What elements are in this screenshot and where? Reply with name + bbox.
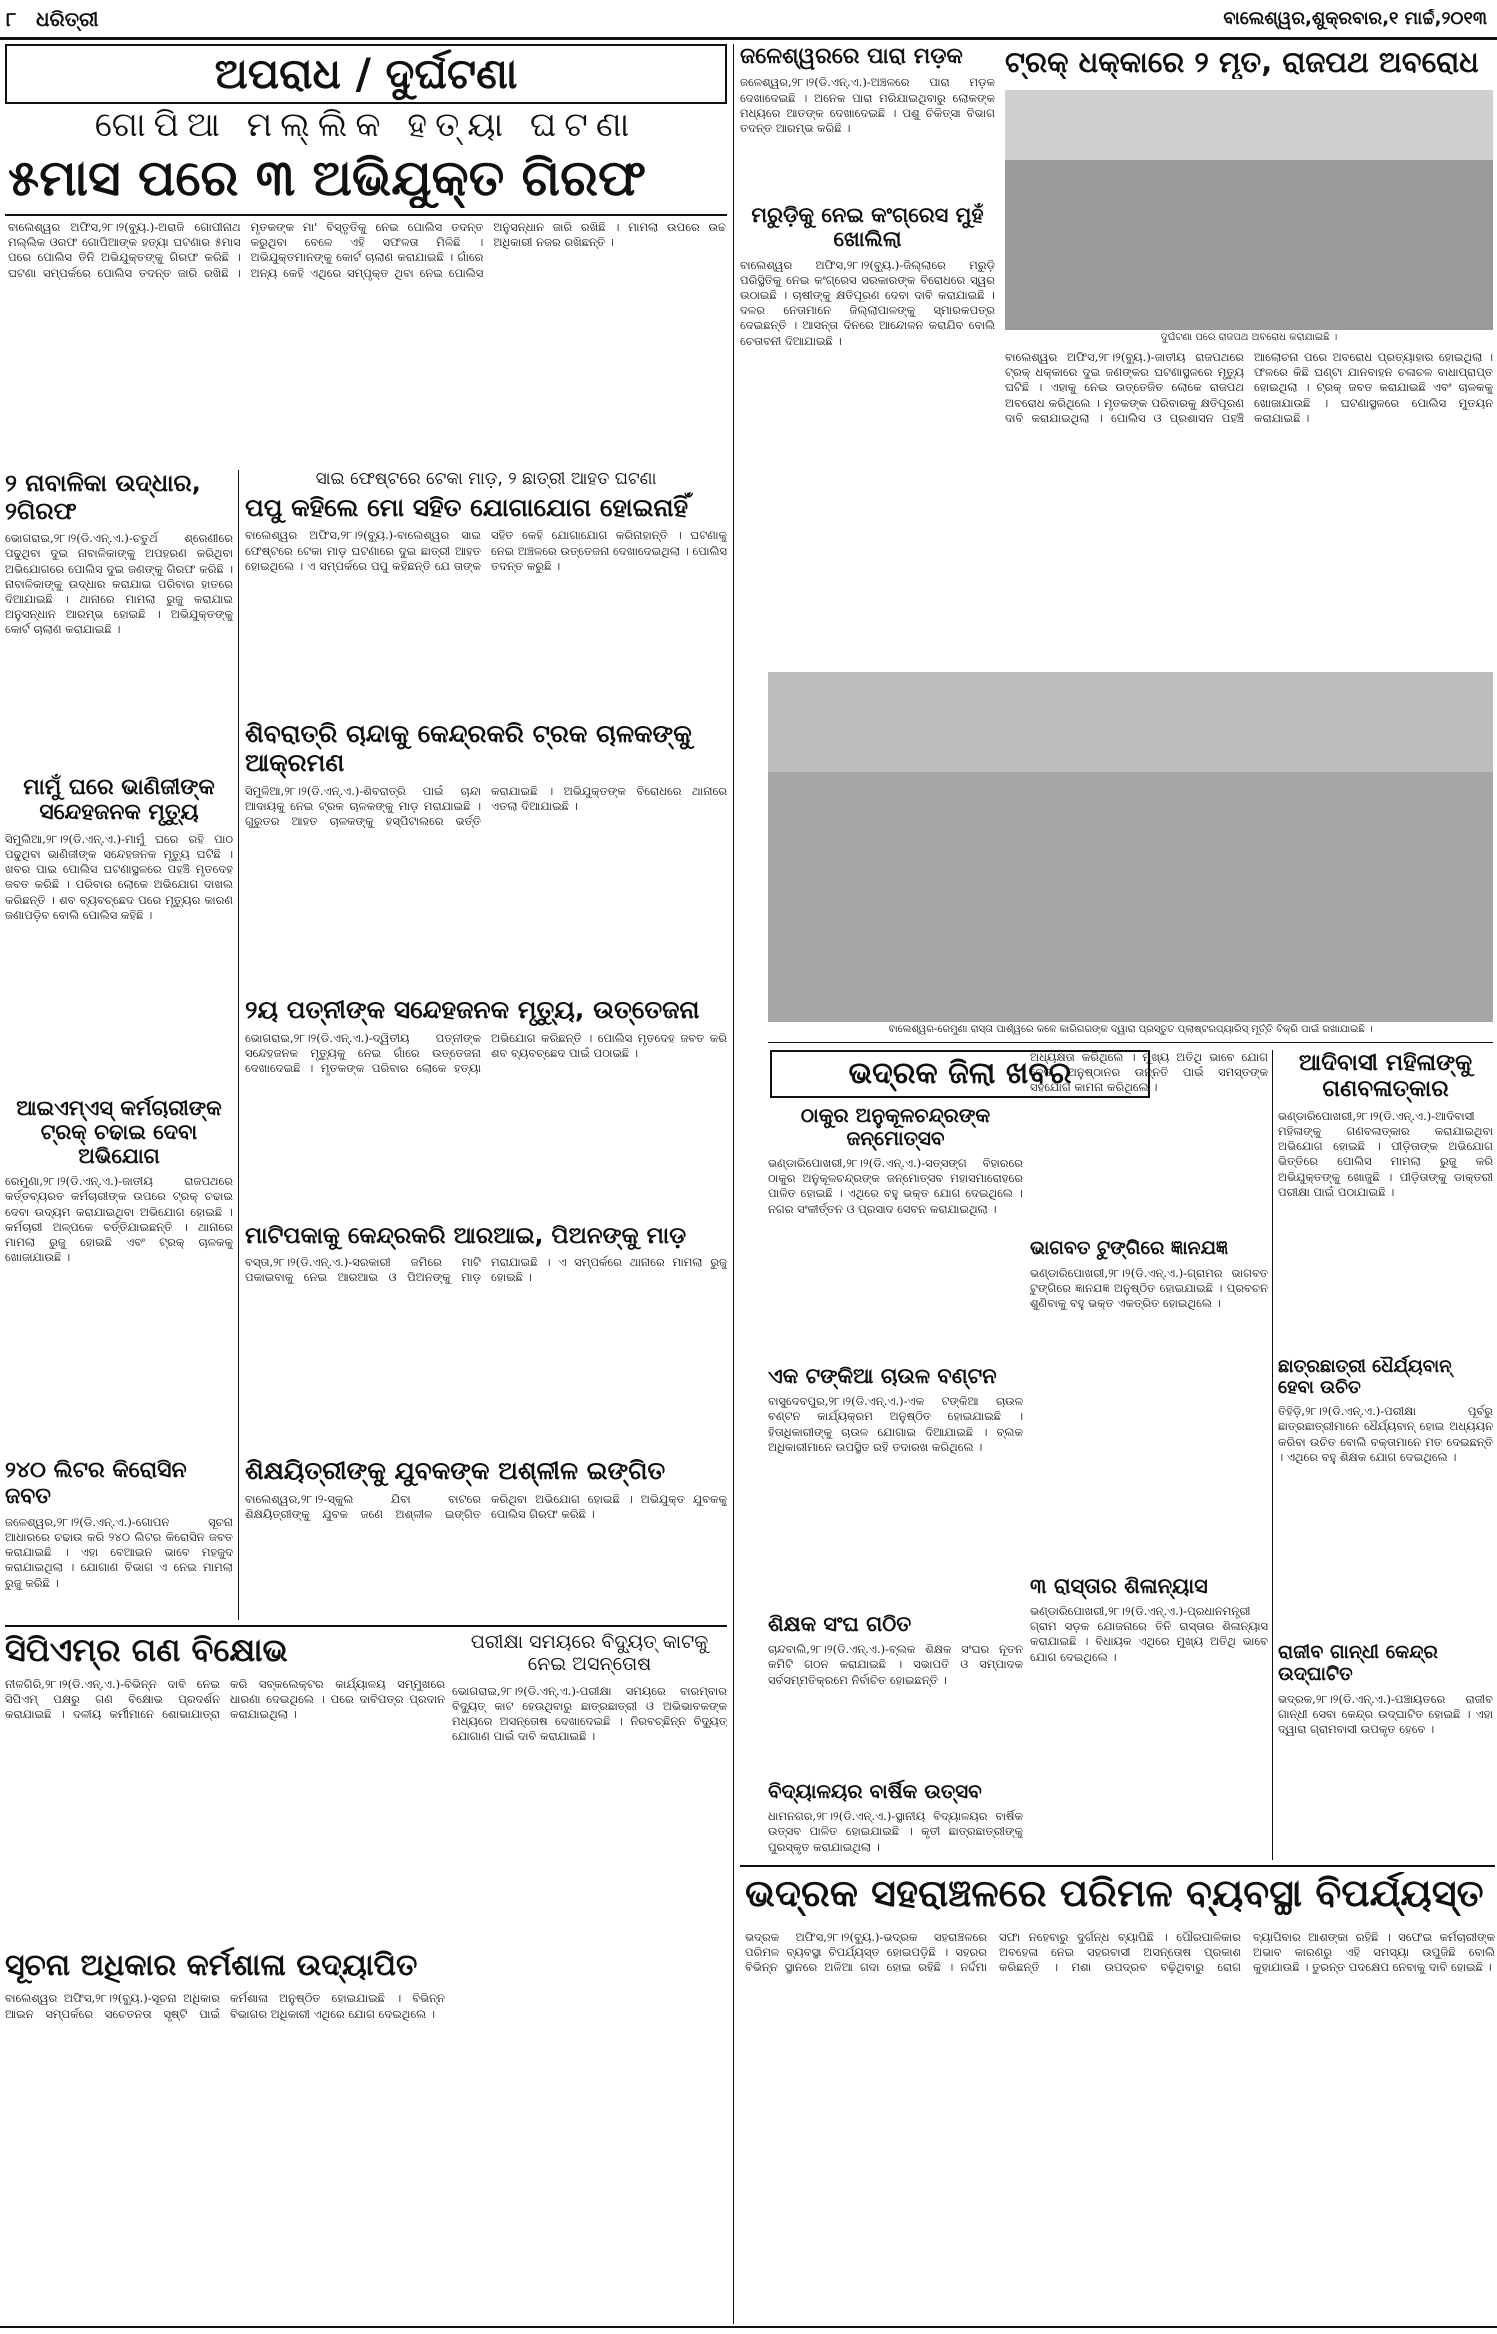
statues-photo-caption: ବାଲେଶ୍ୱର-ରେମୁଣା ରାସ୍ତା ପାର୍ଶ୍ୱରେ କଳେ କାରିଗରଙ୍କ ଦ୍ୱାରା ପ୍ରସ୍ତୁତ ପ୍ଲାଷ୍ଟରପ୍ୟାରିସ୍ ମୂର୍ତ୍ତି ବିକ୍ରି ପାଇଁ ରଖାଯାଇଛି । <box>888 1024 1373 1035</box>
bhadrak-bottom-body: ଭଦ୍ରକ ଅଫିସ,୨୮।୨(ବ୍ୟୁ.)-ଭଦ୍ରକ ସହରାଞ୍ଚଳରେ ପରିମଳ ବ୍ୟବସ୍ଥା ବିପର୍ଯ୍ୟସ୍ତ ହୋଇପଡ଼ିଛି । ସହରର ବିଭିନ୍ନ ସ୍ଥାନରେ ଅଳିଆ ଗଦା ହୋଇ ରହିଛି । ନର୍ଦ୍ଦମା ସଫା ନହେବାରୁ ଦୁର୍ଗନ୍ଧ ବ୍ୟାପିଛି । ପୌରପାଳିକାର ଅବହେଳା ନେଇ ସହରବାସୀ ଅସନ୍ତୋଷ ପ୍ରକାଶ କରିଛନ୍ତି । ମଶା ଉପଦ୍ରବ ବଢ଼ିଥିବାରୁ ରୋଗ ବ୍ୟାପିବାର ଆଶଙ୍କା ରହିଛି । ସଫେଇ କର୍ମଚାରୀଙ୍କ ଅଭାବ କାରଣରୁ ଏହି ସମସ୍ୟା ଉପୁଜିଛି ବୋଲି କୁହାଯାଉଛି । ତୁରନ୍ତ ପଦକ୍ଷେପ ନେବାକୁ ଦାବି ହୋଇଛି । <box>745 1930 1495 1975</box>
story-headline: ଛାତ୍ରଛାତ୍ରୀ ଧୈର୍ଯ୍ୟବାନ୍ ହେବା ଉଚିତ <box>1278 1355 1452 1398</box>
bhadrak-section-title: ଭଦ୍ରକ ଜିଲା ଖବର <box>848 1056 1072 1091</box>
lead-headline: ଟ୍ରକ୍ ଧକ୍କାରେ ୨ ମୃତ, ରାଜପଥ ଅବରୋଧ <box>1005 46 1479 79</box>
left-bottom <box>5 1632 445 2322</box>
story-body: ଭଣ୍ଡାରିପୋଖରୀ,୨୮।୨(ଡି.ଏନ୍.ଏ.)-ଗ୍ରାମର ଭାଗବତ ଟୁଙ୍ଗିରେ ଜ୍ଞାନଯଜ୍ଞ ଅନୁଷ୍ଠିତ ହୋଇଯାଇଛି । ପ୍ରବଚନ ଶୁଣିବାକୁ ବହୁ ଭକ୍ତ ଏକତ୍ରିତ ହୋଇଥିଲେ । <box>1030 1265 1268 1311</box>
story-body: ଭୋଗରାଇ,୨୮।୨(ଡି.ଏନ୍.ଏ.)-ପରୀକ୍ଷା ସମୟରେ ବାରମ୍ବାର ବିଦ୍ୟୁତ୍ କାଟ ହେଉଥିବାରୁ ଛାତ୍ରଛାତ୍ରୀ ଓ ଅଭିଭାବକଙ୍କ ମଧ୍ୟରେ ଅସନ୍ତୋଷ ଦେଖାଦେଇଛି । ନିରବଚ୍ଛିନ୍ନ ବିଦ୍ୟୁତ୍ ଯୋଗାଣ ପାଇଁ ଦାବି କରାଯାଇଛି । <box>452 1683 727 1744</box>
col1-stack <box>5 470 233 1620</box>
lead-photo-caption: ଦୁର୍ଘଟଣା ପରେ ରାଜପଥ ଅବରୋଧ କରାଯାଇଛି । <box>1160 332 1338 343</box>
story-headline: ରାଜୀବ ଗାନ୍ଧୀ କେନ୍ଦ୍ର ଉଦ୍‌ଘାଟିତ <box>1278 1641 1438 1686</box>
story-headline: ଆଦିବାସୀ ମହିଳାଙ୍କୁ ଗଣବଳାତ୍କାର <box>1298 1050 1473 1103</box>
story-headline: ପରୀକ୍ଷା ସମୟରେ ବିଦ୍ୟୁତ୍ କାଟକୁ ନେଇ ଅସନ୍ତୋଷ <box>470 1632 709 1675</box>
story-headline: ଭାଗବତ ଟୁଙ୍ଗିରେ ଜ୍ଞାନଯଜ୍ଞ <box>1030 1237 1229 1259</box>
story-headline: ସୂଚନା ଅଧିକାର କର୍ମଶାଳା ଉଦ୍ୟାପିତ <box>5 1947 418 1983</box>
col3-top <box>740 44 995 464</box>
crime-section-title: ଅପରାଧ / ଦୁର୍ଘଟଣା <box>214 49 518 98</box>
story-headline: ବିଦ୍ୟାଳୟର ବାର୍ଷିକ ଉତ୍ସବ <box>768 1779 982 1804</box>
page-number: ୮ <box>6 8 17 31</box>
story <box>245 1223 727 1445</box>
story-body: ବସ୍ତା,୨୮।୨(ଡି.ଏନ୍.ଏ.)-ସରକାରୀ ଜମିରେ ମାଟି ପକାଇବାକୁ ନେଇ ଆରଆଇ ଓ ପିଅନଙ୍କୁ ମାଡ଼ ମରାଯାଇଛି । ଏ ସମ୍ପର୍କରେ ଥାନାରେ ମାମଲା ରୁଜୁ ହୋଇଛି । <box>245 1254 727 1285</box>
story-body: ସିମୁଲିଆ,୨୮।୨(ଡି.ଏନ୍.ଏ.)-ମାମୁଁ ଘରେ ରହି ପାଠ ପଢୁଥିବା ଭାଣିଜୀଙ୍କ ସନ୍ଦେହଜନକ ମୃତ୍ୟୁ ଘଟିଛି । ଖବର ପାଇ ପୋଲିସ ଘଟଣାସ୍ଥଳରେ ପହଞ୍ଚି ମୃତଦେହ ଜବତ କରିଛି । ପରିବାର ଲୋକେ ଅଭିଯୋଗ ଦାଖଲ କରିଛନ୍ତି । ଶବ ବ୍ୟବଚ୍ଛେଦ ପରେ ମୃତ୍ୟୁର କାରଣ ଜଣାପଡ଼ିବ ବୋଲି ପୋଲିସ କହିଛି । <box>5 831 233 922</box>
story-headline: ସିପିଏମ୍‌ର ଗଣ ବିକ୍ଷୋଭ <box>5 1632 288 1669</box>
story-body: ଭଦ୍ରକ,୨୮।୨(ଡି.ଏନ୍.ଏ.)-ପଞ୍ଚାୟତରେ ରାଜୀବ ଗାନ୍ଧୀ ସେବା କେନ୍ଦ୍ର ଉଦ୍‌ଘାଟିତ ହୋଇଛି । ଏହା ଦ୍ୱାରା ଗ୍ରାମବାସୀ ଉପକୃତ ହେବେ । <box>1278 1691 1493 1737</box>
crime-body: ବାଲେଶ୍ୱର ଅଫିସ,୨୮।୨(ବ୍ୟୁ.)-ଅରାଜି ଗୋପୀନାଥ ମଲ୍ଲିକ ଓରଫ ଗୋପିଆଙ୍କ ହତ୍ୟା ଘଟଣାର ୫ମାସ ପରେ ପୋଲିସ ତିନି ଅଭିଯୁକ୍ତଙ୍କୁ ଗିରଫ କରିଛି । ଘଟଣା ସମ୍ପର୍କରେ ପୋଲିସ ତଦନ୍ତ ଜାରି ରଖିଛି । ମୃତକଙ୍କ ମା' ବିସ୍ତୃତିକୁ ନେଇ ପୋଲିସ ତଦନ୍ତ କରୁଥିବା ବେଳେ ଏହି ସଫଳତା ମିଳିଛି । ଅଭିଯୁକ୍ତମାନଙ୍କୁ କୋର୍ଟ ଚାଲାଣ କରାଯାଇଛି । ଗାଁରେ ଅନ୍ୟ କେହି ଏଥିରେ ସମ୍ପୃକ୍ତ ଥିବା ନେଇ ପୋଲିସ ଅନୁସନ୍ଧାନ ଜାରି ରଖିଛି । ମାମଲା ଉପରେ ଉଚ୍ଚ ଅଧିକାରୀ ନଜର ରଖିଛନ୍ତି । <box>8 220 726 280</box>
story-headline: ୩ ରାସ୍ତାର ଶିଳାନ୍ୟାସ <box>1030 1573 1208 1598</box>
story-headline: ଠାକୁର ଅନୁକୂଳଚନ୍ଦ୍ରଙ୍କ ଜନ୍ମୋତ୍ସବ <box>800 1104 991 1150</box>
bhadrak-colA <box>768 1104 1023 1859</box>
story <box>5 470 233 761</box>
story-body: ବାଲେଶ୍ୱର ଅଫିସ,୨୮।୨(ବ୍ୟୁ.)-ବାଲେଶ୍ୱର ସାଇ ଫେଷ୍ଟରେ ଟେକା ମାଡ଼ ଘଟଣାରେ ଦୁଇ ଛାତ୍ରୀ ଆହତ ହୋଇଥିଲେ । ଏ ସମ୍ପର୍କରେ ପପୁ କହିଛନ୍ତି ଯେ ତାଙ୍କ ସହିତ କେହି ଯୋଗାଯୋଗ କରିନାହାନ୍ତି । ଘଟଣାକୁ ନେଇ ଅଞ୍ଚଳରେ ଉତ୍ତେଜନା ଦେଖାଦେଇଥିଲା । ପୋଲିସ ତଦନ୍ତ କରୁଛି । <box>245 528 727 573</box>
story-headline: ୨ୟ ପତ୍ନୀଙ୍କ ସନ୍ଦେହଜନକ ମୃତ୍ୟୁ, ଉତ୍ତେଜନା <box>245 994 700 1024</box>
story-body: ଭଣ୍ଡାରିପୋଖରୀ,୨୮।୨(ଡି.ଏନ୍.ଏ.)-ପ୍ରଧାନମନ୍ତ୍ରୀ ଗ୍ରାମ ସଡ଼କ ଯୋଜନାରେ ତିନି ରାସ୍ତାର ଶିଳାନ୍ୟାସ କରାଯାଇଛି । ବିଧାୟକ ଏଥିରେ ମୁଖ୍ୟ ଅତିଥି ଭାବେ ଯୋଗ ଦେଇଥିଲେ । <box>1030 1603 1268 1664</box>
paper-name: ଧରିତ୍ରୀ <box>36 8 99 31</box>
story-body: ବାଲେଶ୍ୱର,୨୮।୨-ସ୍କୁଲ ଯିବା ବାଟରେ ଶିକ୍ଷୟିତ୍ରୀଙ୍କୁ ଯୁବକ ଜଣେ ଅଶ୍ଳୀଳ ଇଙ୍ଗିତ କରିଥିବା ଅଭିଯୋଗ ହୋଇଛି । ଅଭିଯୁକ୍ତ ଯୁବକକୁ ପୋଲିସ ଗିରଫ କରିଛି । <box>245 1491 727 1521</box>
story-body: ବାଲେଶ୍ୱର ଅଫିସ,୨୮।୨(ବ୍ୟୁ.)-ସୂଚନା ଅଧିକାର ଆଇନ ସମ୍ପର୍କରେ ସଚେତନତା ସୃଷ୍ଟି ପାଇଁ କର୍ମଶାଳା ଅନୁଷ୍ଠିତ ହୋଇଯାଇଛି । ବିଭିନ୍ନ ବିଭାଗର ଅଧିକାରୀ ଏଥିରେ ଯୋଗ ଦେଇଥିଲେ । <box>5 1991 445 2021</box>
story-headline: ଶିକ୍ଷକ ସଂଘ ଗଠିତ <box>768 1612 912 1637</box>
story <box>5 1096 233 1444</box>
story-body: ଧାମନଗର,୨୮।୨(ଡି.ଏନ୍.ଏ.)-ସ୍ଥାନୀୟ ବିଦ୍ୟାଳୟର ବାର୍ଷିକ ଉତ୍ସବ ପାଳିତ ହୋଇଯାଇଛି । କୃତୀ ଛାତ୍ରଛାତ୍ରୀଙ୍କୁ ପୁରସ୍କୃତ କରାଯାଇଥିଲା । <box>768 1809 1023 1854</box>
story-body: ନୀଳଗିରି,୨୮।୨(ଡି.ଏନ୍.ଏ.)-ବିଭିନ୍ନ ଦାବି ନେଇ ସିପିଏମ୍ ପକ୍ଷରୁ ଗଣ ବିକ୍ଷୋଭ ପ୍ରଦର୍ଶନ କରାଯାଇଛି । ଦଳୀୟ କର୍ମୀମାନେ ଶୋଭାଯାତ୍ରା କରି ସବ୍‌କଲେକ୍ଟର କାର୍ଯ୍ୟାଳୟ ସମ୍ମୁଖରେ ଧାରଣା ଦେଇଥିଲେ । ପରେ ଦାବିପତ୍ର ପ୍ରଦାନ କରାଯାଇଥିଲା । <box>5 1676 445 1722</box>
story-headline: ମାଟିପକାକୁ କେନ୍ଦ୍ରକରି ଆରଆଇ, ପିଅନଙ୍କୁ ମାଡ଼ <box>245 1222 687 1249</box>
story-headline: ୨୪୦ ଲିଟର କିରୋସିନ ଜବତ <box>5 1458 187 1509</box>
story-body: ଭୋଗରାଇ,୨୮।୨(ଡି.ଏନ୍.ଏ.)-ଦ୍ୱିତୀୟ ପତ୍ନୀଙ୍କ ସନ୍ଦେହଜନକ ମୃତ୍ୟୁକୁ ନେଇ ଗାଁରେ ଉତ୍ତେଜନା ଦେଖାଦେଇଛି । ମୃତକଙ୍କ ପରିବାର ଲୋକେ ହତ୍ୟା ଅଭିଯୋଗ କରିଛନ୍ତି । ପୋଲିସ ମୃତଦେହ ଜବତ କରି ଶବ ବ୍ୟବଚ୍ଛେଦ ପାଇଁ ପଠାଇଛି । <box>245 1030 727 1075</box>
crime-kicker: ଗୋପିଆ ମଲ୍ଲିକ ହତ୍ୟା ଘଟଣା <box>94 106 638 145</box>
story-headline: ଆଇଏମ୍‌ଏସ୍ କର୍ମଚାରୀଙ୍କ ଟ୍ରକ୍ ଚଢାଇ ଦେବା ଅଭିଯୋଗ <box>16 1095 222 1169</box>
story-body: ବାସୁଦେବପୁର,୨୮।୨(ଡି.ଏନ୍.ଏ.)-ଏକ ଟଙ୍କିଆ ଚାଉଳ ବଣ୍ଟନ କାର୍ଯ୍ୟକ୍ରମ ଅନୁଷ୍ଠିତ ହୋଇଯାଇଛି । ହିତାଧିକାରୀଙ୍କୁ ଚାଉଳ ଯୋଗାଇ ଦିଆଯାଇଛି । ବ୍ଲକ ଅଧିକାରୀମାନେ ଉପସ୍ଥିତ ରହି ତଦାରଖ କରିଥିଲେ । <box>768 1394 1023 1454</box>
crime-headline: ୫ମାସ ପରେ ୩ ଅଭିଯୁକ୍ତ ଗିରଫ <box>8 150 646 207</box>
story-body: ଭଣ୍ଡାରିପୋଖରୀ,୨୮।୨(ଡି.ଏନ୍.ଏ.)-ଆଦିବାସୀ ମହିଳାଙ୍କୁ ଗଣବଳାତ୍କାର କରାଯାଇଥିବା ଅଭିଯୋଗ ହୋଇଛି । ପୀଡ଼ିତାଙ୍କ ଅଭିଯୋଗ ଭିତ୍ତିରେ ପୋଲିସ ମାମଲା ରୁଜୁ କରି ଅଭିଯୁକ୍ତଙ୍କୁ ଖୋଜୁଛି । ପୀଡ଼ିତାଙ୍କୁ ଡାକ୍ତରୀ ପରୀକ୍ଷା ପାଇଁ ପଠାଯାଇଛି । <box>1278 1108 1493 1199</box>
story-body: ଜଳେଶ୍ୱର,୨୮।୨(ଡି.ଏନ୍.ଏ.)-ଅଞ୍ଚଳରେ ପାରା ମଡ଼କ ଦେଖାଦେଇଛି । ଅନେକ ପାରା ମରିଯାଇଥିବାରୁ ଲୋକଙ୍କ ମଧ୍ୟରେ ଆତଙ୍କ ଦେଖାଦେଇଛି । ପଶୁ ଚିକିତ୍ସା ବିଭାଗ ତଦନ୍ତ ଆରମ୍ଭ କରିଛି । <box>740 75 995 135</box>
story-headline: ମରୁଡ଼ିକୁ ନେଇ କଂଗ୍ରେସ ମୁହଁ ଖୋଲିଲା <box>751 203 984 252</box>
story-body: ଅଧ୍ୟକ୍ଷତା କରିଥିଲେ । ମୁଖ୍ୟ ଅତିଥି ଭାବେ ଯୋଗ ଦେଇ ଅନୁଷ୍ଠାନର ଉନ୍ନତି ପାଇଁ ସମସ୍ତଙ୍କ ସହଯୋଗ କାମନା କରିଥିଲେ । <box>1030 1050 1268 1095</box>
story-headline: ଶିବରାତ୍ରି ଚାନ୍ଦାକୁ କେନ୍ଦ୍ରକରି ଟ୍ରକ ଚାଳକଙ୍କୁ ଆକ୍ରମଣ <box>245 719 692 778</box>
story <box>245 470 727 708</box>
story-body: ରେମୁଣା,୨୮।୨(ଡି.ଏନ୍.ଏ.)-ଜାତୀୟ ରାଜପଥରେ କର୍ତ୍ତବ୍ୟରତ କର୍ମଚାରୀଙ୍କ ଉପରେ ଟ୍ରକ୍ ଚଢାଇ ଦେବା ଉଦ୍ୟମ କରାଯାଇଥିବା ଅଭିଯୋଗ ହୋଇଛି । କର୍ମଚାରୀ ଅଳ୍ପକେ ବର୍ତ୍ତିଯାଇଛନ୍ତି । ଥାନାରେ ମାମଲା ରୁଜୁ ହୋଇଛି ଏବଂ ଟ୍ରକ୍ ଚାଳକକୁ ଖୋଜାଯାଉଛି । <box>5 1174 233 1265</box>
story <box>245 1457 727 1592</box>
story <box>5 775 233 1082</box>
story-headline: ୨ ନାବାଳିକା ଉଦ୍ଧାର, ୨ଗିରଫ <box>5 470 201 525</box>
story-headline: ମାମୁଁ ଘରେ ଭାଣିଜୀଙ୍କ ସନ୍ଦେହଜନକ ମୃତ୍ୟୁ <box>23 775 215 826</box>
bhadrak-bottom-headline: ଭଦ୍ରକ ସହରାଞ୍ଚଳରେ ପରିମଳ ବ୍ୟବସ୍ଥା ବିପର୍ଯ୍ୟସ୍ତ <box>745 1872 1484 1915</box>
story-headline: ଶିକ୍ଷୟିତ୍ରୀଙ୍କୁ ଯୁବକଙ୍କ ଅଶ୍ଳୀଳ ଇଙ୍ଗିତ <box>245 1455 666 1485</box>
story <box>245 996 727 1211</box>
story-headline: ଜଳେଶ୍ୱରରେ ପାରା ମଡ଼କ <box>740 44 963 69</box>
story-headline: ଏକ ଟଙ୍କିଆ ଚାଉଳ ବଣ୍ଟନ <box>768 1364 997 1388</box>
masthead <box>0 0 1497 40</box>
story-body: ଜଳେଶ୍ୱର,୨୮।୨(ଡି.ଏନ୍.ଏ.)-ଗୋପନ ସୂଚନା ଆଧାରରେ ଚଢାଉ କରି ୨୪୦ ଲିଟର କିରୋସିନ ଜବତ କରାଯାଇଛି । ଏହା ବେଆଇନ ଭାବେ ମହଜୁଦ କରାଯାଇଥିଲା । ଯୋଗାଣ ବିଭାଗ ଏ ନେଇ ମାମଲା ରୁଜୁ କରିଛି । <box>5 1514 233 1590</box>
story-body: ସିମୁଳିଆ,୨୮।୨(ଡି.ଏନ୍.ଏ.)-ଶିବରାତ୍ରି ପାଇଁ ଚାନ୍ଦା ଆଦାୟକୁ ନେଇ ଟ୍ରକ ଚାଳକଙ୍କୁ ମାଡ଼ ମରାଯାଇଛି । ଗୁରୁତର ଆହତ ଚାଳକଙ୍କୁ ହସ୍ପିଟାଲରେ ଭର୍ତ୍ତି କରାଯାଇଛି । ଅଭିଯୁକ୍ତଙ୍କ ବିରୋଧରେ ଥାନାରେ ଏତଲା ଦିଆଯାଇଛି । <box>245 783 727 829</box>
lead-body: ବାଲେଶ୍ୱର ଅଫିସ,୨୮।୨(ବ୍ୟୁ.)-ଜାତୀୟ ରାଜପଥରେ ଟ୍ରକ୍ ଧକ୍କାରେ ଦୁଇ ଜଣଙ୍କର ଘଟଣାସ୍ଥଳରେ ମୃତ୍ୟୁ ଘଟିଛି । ଏହାକୁ ନେଇ ଉତ୍ତେଜିତ ଲୋକେ ରାଜପଥ ଅବରୋଧ କରିଥିଲେ । ମୃତକଙ୍କ ପରିବାରକୁ କ୍ଷତିପୂରଣ ଦାବି କରାଯାଇଥିଲା । ପୋଲିସ ଓ ପ୍ରଶାସନ ପହଞ୍ଚି ଆଲୋଚନା ପରେ ଅବରୋଧ ପ୍ରତ୍ୟାହାର ହୋଇଥିଲା । ଫଳରେ କିଛି ଘଣ୍ଟା ଯାନବାହନ ଚଳାଚଳ ବାଧାପ୍ରାପ୍ତ ହୋଇଥିଲା । ଟ୍ରକ୍ ଜବତ କରାଯାଇଛି ଏବଂ ଚାଳକକୁ ଖୋଜାଯାଉଛି । ଘଟଣାସ୍ଥଳରେ ପୋଲିସ ମୁତୟନ କରାଯାଇଛି । <box>1005 350 1493 425</box>
col5-stack <box>1278 1050 1493 1860</box>
story-body: ଭଣ୍ଡାରିପୋଖରୀ,୨୮।୨(ଡି.ଏନ୍.ଏ.)-ସତ୍‌ସଙ୍ଗ ବିହାରରେ ଠାକୁର ଅନୁକୂଳଚନ୍ଦ୍ରଙ୍କ ଜନ୍ମୋତ୍ସବ ମହାସମାରୋହରେ ପାଳିତ ହୋଇଛି । ଏଥିରେ ବହୁ ଭକ୍ତ ଯୋଗ ଦେଇଥିଲେ । ନଗର ସଂକୀର୍ତ୍ତନ ଓ ପ୍ରସାଦ ସେବନ କରାଯାଇଥିଲା । <box>768 1156 1023 1216</box>
col2-bottom <box>452 1632 727 2322</box>
story-kicker: ସାଇ ଫେଷ୍ଟରେ ଟେକା ମାଡ଼, ୨ ଛାତ୍ରୀ ଆହତ ଘଟଣା <box>315 470 657 489</box>
story-body: ଚାନ୍ଦବାଲି,୨୮।୨(ଡି.ଏନ୍.ଏ.)-ବ୍ଲକ ଶିକ୍ଷକ ସଂଘର ନୂତନ କମିଟି ଗଠନ କରାଯାଇଛି । ସଭାପତି ଓ ସମ୍ପାଦକ ସର୍ବସମ୍ମତିକ୍ରମେ ନିର୍ବାଚିତ ହୋଇଛନ୍ତି । <box>768 1642 1023 1687</box>
story-body: ଭୋଗରାଇ,୨୮।୨(ଡି.ଏନ୍.ଏ.)-ଚତୁର୍ଥ ଶ୍ରେଣୀରେ ପଢୁଥିବା ଦୁଇ ନାବାଳିକାଙ୍କୁ ଅପହରଣ କରିଥିବା ଅଭିଯୋଗରେ ପୋଲିସ ଦୁଇ ଜଣଙ୍କୁ ଗିରଫ କରିଛି । ନାବାଳିକାଙ୍କୁ ଉଦ୍ଧାର କରାଯାଇ ପରିବାର ହାତରେ ଦିଆଯାଇଛି । ଥାନାରେ ମାମଲା ରୁଜୁ କରାଯାଇ ଅନୁସନ୍ଧାନ ଆରମ୍ଭ ହୋଇଛି । ଅଭିଯୁକ୍ତଙ୍କୁ କୋର୍ଟ ଚାଲାଣ କରାଯାଇଛି । <box>5 531 233 637</box>
col2-stack <box>245 470 727 1620</box>
story <box>245 720 727 984</box>
story-headline: ପପୁ କହିଲେ ମୋ ସହିତ ଯୋଗାଯୋଗ ହୋଇନାହିଁ <box>245 492 689 522</box>
crime-section-title-box <box>5 44 727 104</box>
story <box>5 1458 233 1620</box>
bhadrak-colB <box>1030 1050 1268 1860</box>
dateline: ବାଲେଶ୍ୱର,ଶୁକ୍ରବାର,୧ ମାର୍ଚ୍ଚ,୨୦୧୩ <box>1223 9 1487 29</box>
story-body: ବାଲେଶ୍ୱର ଅଫିସ,୨୮।୨(ବ୍ୟୁ.)-ଜିଲ୍ଲାରେ ମରୁଡ଼ି ପରିସ୍ଥିତିକୁ ନେଇ କଂଗ୍ରେସ ସରକାରଙ୍କ ବିରୋଧରେ ସ୍ୱର ଉଠାଇଛି । ଚାଷୀଙ୍କୁ କ୍ଷତିପୂରଣ ଦେବା ଦାବି କରାଯାଇଛି । ଦଳର ନେତାମାନେ ଜିଲ୍ଲାପାଳଙ୍କୁ ସ୍ମାରକପତ୍ର ଦେଇଛନ୍ତି । ଆସନ୍ତା ଦିନରେ ଆନ୍ଦୋଳନ କରାଯିବ ବୋଲି ଚେତାବନୀ ଦିଆଯାଇଛି । <box>740 257 995 348</box>
lead-photo <box>1005 90 1493 330</box>
statues-photo <box>768 672 1493 1022</box>
story-body: ତିହିଡ଼ି,୨୮।୨(ଡି.ଏନ୍.ଏ.)-ପରୀକ୍ଷା ପୂର୍ବରୁ ଛାତ୍ରଛାତ୍ରୀମାନେ ଧୈର୍ଯ୍ୟବାନ୍ ହୋଇ ଅଧ୍ୟୟନ କରିବା ଉଚିତ ବୋଲି ବକ୍ତାମାନେ ମତ ଦେଇଛନ୍ତି । ଏଥିରେ ବହୁ ଶିକ୍ଷକ ଯୋଗ ଦେଇଥିଲେ । <box>1278 1404 1493 1464</box>
